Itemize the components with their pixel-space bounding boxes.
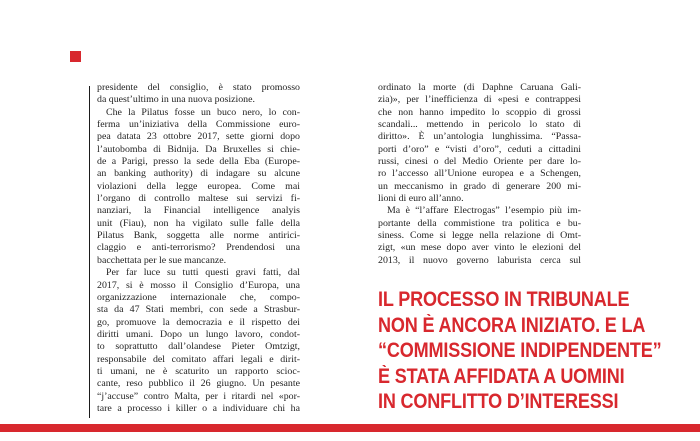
text-line: violazioni della legge europea. Come mai [97,180,300,192]
paragraph [378,82,581,205]
text-line: lioni di euro all’anno. [378,193,464,205]
text-line: porti d’oro” e “visti d’oro”, ceduti a cittadini [378,143,581,155]
column-left-rule [89,86,90,418]
text-line: Ma è “l’affare Electrogas” l’esempio più im- [387,205,581,217]
text-line: 2017, si è mosso il Consiglio d’Europa, una [97,279,300,291]
text-line: Che la Pilatus fosse un buco nero, lo con- [106,106,300,118]
pull-quote-line: “COMMISSIONE INDIPENDENTE” [378,339,662,363]
text-line: go, promuove la democrazia e il rispetto dei [97,316,300,328]
text-line: portante della commistione tra politica e bu- [378,217,581,229]
text-line: nanziari, la Financial intelligence analyis [97,205,300,217]
text-line: ordinato la morte (di Daphne Caruana Gali- [378,82,581,93]
text-line: presidente del consiglio, è stato promosso [97,82,300,93]
text-line: zia)», per l’inefficienza di «pesi e contrappesi [378,94,581,106]
text-line: diritto». È un’antologia lunghissima. “Passa- [378,131,581,143]
text-line: organizzazione internazionale che, compo- [97,291,300,303]
article-column-left [97,82,300,415]
text-line: zigt, «un mese dopo aver vinto le elezioni del [378,242,581,254]
text-line: 2013, il nuovo governo laburista cerca sul [378,254,581,266]
text-line: Pilatus Bank, soggetta alle norme antirici- [97,230,300,242]
paragraph [97,107,300,267]
text-line: l’organo di controllo maltese sui servizi fi- [97,193,300,205]
paragraph [97,267,300,415]
text-line: claggio e anti-terrorismo? Prendendosi una [97,242,300,254]
text-line: Per far luce su tutti questi gravi fatti, dal [106,267,300,279]
text-line: cante, reso pubblico il 26 giugno. Un pesante [97,378,300,390]
paragraph [97,82,300,107]
pull-quote-line: NON È ANCORA INIZIATO. E LA [378,313,646,337]
text-line: to soprattutto dall’olandese Pieter Omtzigt, [97,341,300,353]
article-column-right [378,82,581,267]
text-line: an banking authority) di indagare su alcune [97,168,300,180]
pull-quote-line: È STATA AFFIDATA A UOMINI [378,364,625,388]
text-line: scandali... mettendo in pericolo lo stato di [378,119,581,131]
bottom-red-rule [0,424,700,432]
text-line: ferma un’iniziativa della Commissione euro- [97,119,300,131]
text-line: de a Parigi, presso la sede della Eba (Europe- [97,156,300,168]
paragraph [378,205,581,267]
red-square-marker [70,51,81,62]
text-line: l’autobomba di Bidnija. Da Bruxelles si chie- [97,143,300,155]
text-line: sta da 47 Stati membri, con sede a Strasbur- [97,304,300,316]
pull-quote [378,287,700,415]
pull-quote-line: IN CONFLITTO D’INTERESSI [378,390,619,414]
text-line: bacchettata per le sue mancanze. [97,254,227,266]
text-line: russi, cinesi o del Medio Oriente per dare lo- [378,156,581,168]
text-line: tare a processo i killer o a individuare chi ha [97,402,300,414]
text-line: ti umani, ne è scaturito un rapporto scioc- [97,365,300,377]
text-line: responsabile del comitato affari legali e dirit- [97,353,300,365]
text-line: da quest’ultimo in una nuova posizione. [97,94,255,106]
text-line: unit (Fiau), non ha vigilato sulle falle della [97,217,300,229]
text-line: pea datata 23 ottobre 2017, sette giorni dopo [97,131,300,143]
text-line: ro l’accesso all’Unione europea e a Schengen, [378,168,581,180]
text-line: diritti umani. Dopo un lungo lavoro, condot- [97,328,300,340]
text-line: che non hanno impedito lo scoppio di grossi [378,106,581,118]
text-line: “j’accuse” contro Malta, per i ritardi nel «por- [97,390,300,402]
text-line: un meccanismo in grado di generare 200 mi- [378,180,581,192]
text-line: siness. Come si legge nella relazione di Omt- [378,230,581,242]
pull-quote-line: IL PROCESSO IN TRIBUNALE [378,288,630,311]
